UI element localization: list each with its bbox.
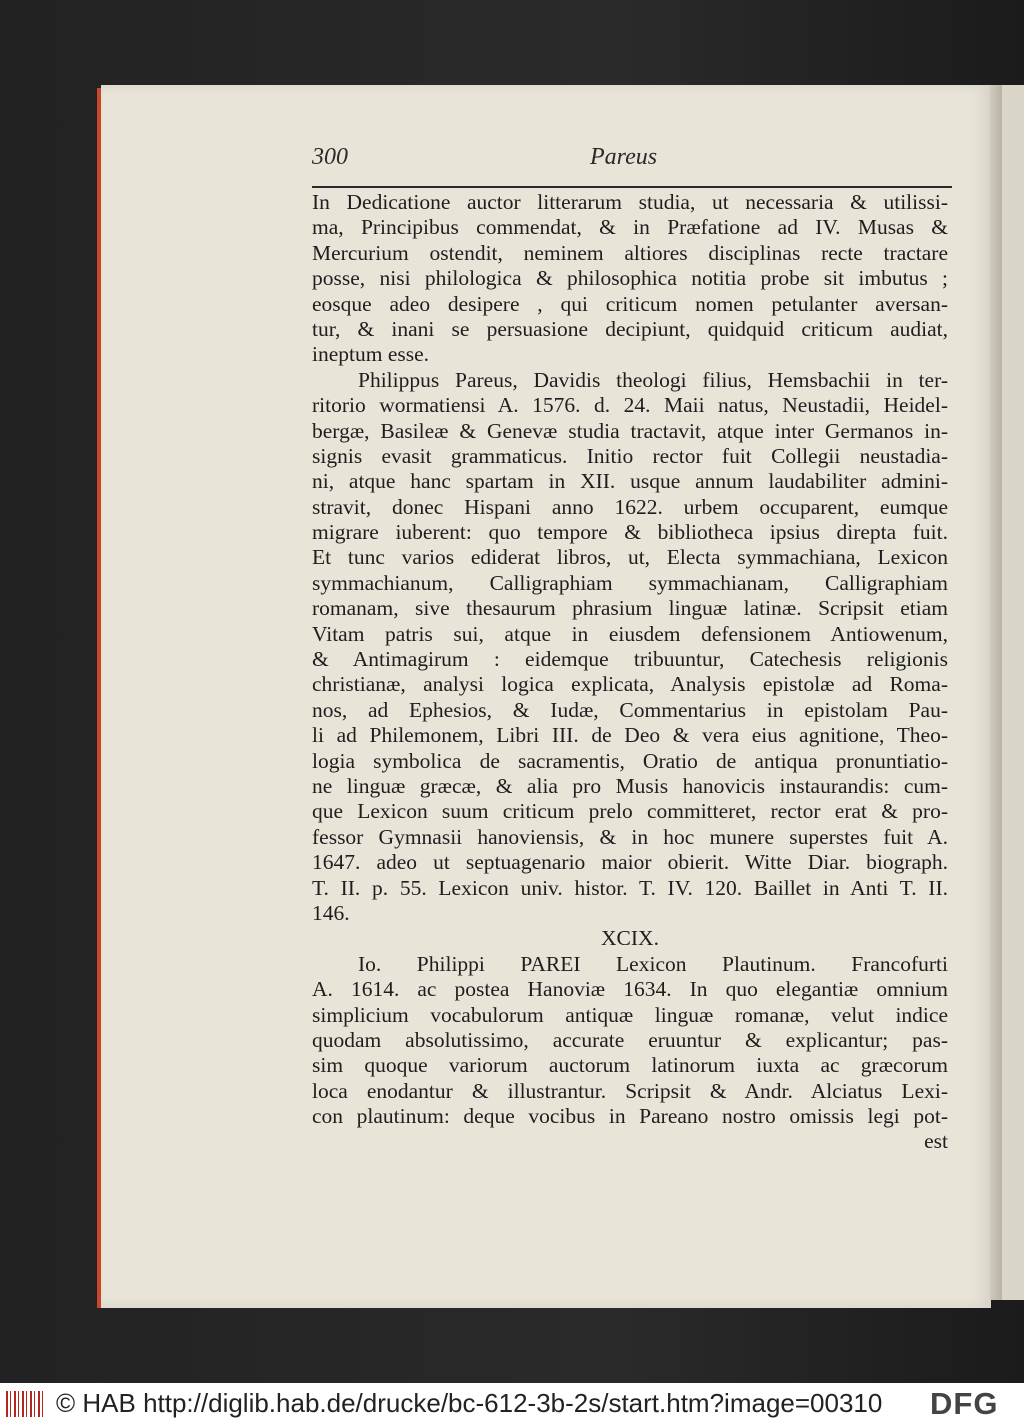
text-line: & Antimagirum : eidemque tribuuntur, Catechesis religionis <box>312 647 948 672</box>
text-line: posse, nisi philologica & philosophica notitia probe sit imbutus ; <box>312 266 948 291</box>
underlying-page-edge <box>990 85 1002 1300</box>
page-number: 300 <box>312 144 348 170</box>
text-line: eosque adeo desipere , qui criticum nomen petulanter aversan- <box>312 291 948 316</box>
footer-source-link[interactable]: © HAB http://diglib.hab.de/drucke/bc-612-3b-2s/start.htm?image=00310 <box>56 1388 883 1418</box>
text-line: ineptum esse. <box>312 342 430 367</box>
text-line: li ad Philemonem, Libri III. de Deo & vera eius agnitione, Theo- <box>312 723 948 748</box>
text-line: ni, atque hanc spartam in XII. usque annum laudabiliter admini- <box>312 469 948 494</box>
text-line: signis evasit grammaticus. Initio rector fuit Collegii neustadia- <box>312 443 948 468</box>
text-line: christianæ, analysi logica explicata, Analysis epistolæ ad Roma- <box>312 672 948 697</box>
text-line: ne linguæ græcæ, & alia pro Musis hanovicis instaurandis: cum- <box>312 773 948 798</box>
text-line: T. II. p. 55. Lexicon univ. histor. T. IV. 120. Baillet in Anti T. II. <box>312 875 948 900</box>
text-line: romanam, sive thesaurum phrasium linguæ latinæ. Scripsit etiam <box>312 596 948 621</box>
text-line: Io. Philippi PAREI Lexicon Plautinum. Francofurti <box>358 951 948 976</box>
text-line: sim quoque variorum auctorum latinorum iuxta ac græcorum <box>312 1053 948 1078</box>
text-line: 146. <box>312 900 350 925</box>
header-rule <box>312 186 952 188</box>
text-line: Philippus Pareus, Davidis theologi filius, Hemsbachii in ter- <box>358 367 948 392</box>
text-line: Vitam patris sui, atque in eiusdem defensionem Antiowenum, <box>312 621 948 646</box>
body-text <box>312 190 948 1155</box>
text-line: 1647. adeo ut septuagenario maior obierit. Witte Diar. biograph. <box>312 850 948 875</box>
text-line: fessor Gymnasii hanoviensis, & in hoc munere superstes fuit A. <box>312 824 948 849</box>
text-line: simplicium vocabulorum antiquæ linguæ romanæ, velut indice <box>312 1002 948 1027</box>
text-line: A. 1614. ac postea Hanoviæ 1634. In quo elegantiæ omnium <box>312 977 948 1002</box>
text-line: nos, ad Ephesios, & Iudæ, Commentarius in epistolam Pau- <box>312 697 948 722</box>
text-line: ritorio wormatiensi A. 1576. d. 24. Maii natus, Neustadii, Heidel- <box>312 393 948 418</box>
text-line: bergæ, Basileæ & Genevæ studia tractavit, atque inter Germanos in- <box>312 418 948 443</box>
text-line: migrare iuberent: quo tempore & bibliotheca ipsius direpta fuit. <box>312 520 948 545</box>
text-line: stravit, donec Hispani anno 1622. urbem occuparent, eumque <box>312 494 948 519</box>
text-line: tur, & inani se persuasione decipiunt, quidquid criticum audiat, <box>312 316 948 341</box>
text-line: est <box>924 1129 948 1154</box>
text-line: Et tunc varios ediderat libros, ut, Electa symmachiana, Lexicon <box>312 545 948 570</box>
text-line: logia symbolica de sacramentis, Oratio de antiqua pronuntiatio- <box>312 748 948 773</box>
dfg-logo: DFG <box>930 1386 999 1421</box>
text-line: quodam absolutissimo, accurate eruuntur & explicantur; pas- <box>312 1027 948 1052</box>
text-line: In Dedicatione auctor litterarum studia, ut necessaria & utilissi- <box>312 190 948 214</box>
text-line: que Lexicon suum criticum prelo committeret, rector erat & pro- <box>312 799 948 824</box>
running-head: Pareus <box>590 144 658 170</box>
text-line: XCIX. <box>601 926 659 951</box>
barcode-icon <box>6 1391 46 1417</box>
text-line: Mercurium ostendit, neminem altiores disciplinas recte tractare <box>312 240 948 265</box>
text-line: con plautinum: deque vocibus in Pareano nostro omissis legi pot- <box>312 1104 948 1129</box>
text-line: symmachianum, Calligraphiam symmachianam, Calligraphiam <box>312 570 948 595</box>
text-line: loca enodantur & illustrantur. Scripsit & Andr. Alciatus Lexi- <box>312 1078 948 1103</box>
text-line: ma, Principibus commendat, & in Præfatione ad IV. Musas & <box>312 215 948 240</box>
adjacent-page-strip <box>1002 85 1024 1300</box>
